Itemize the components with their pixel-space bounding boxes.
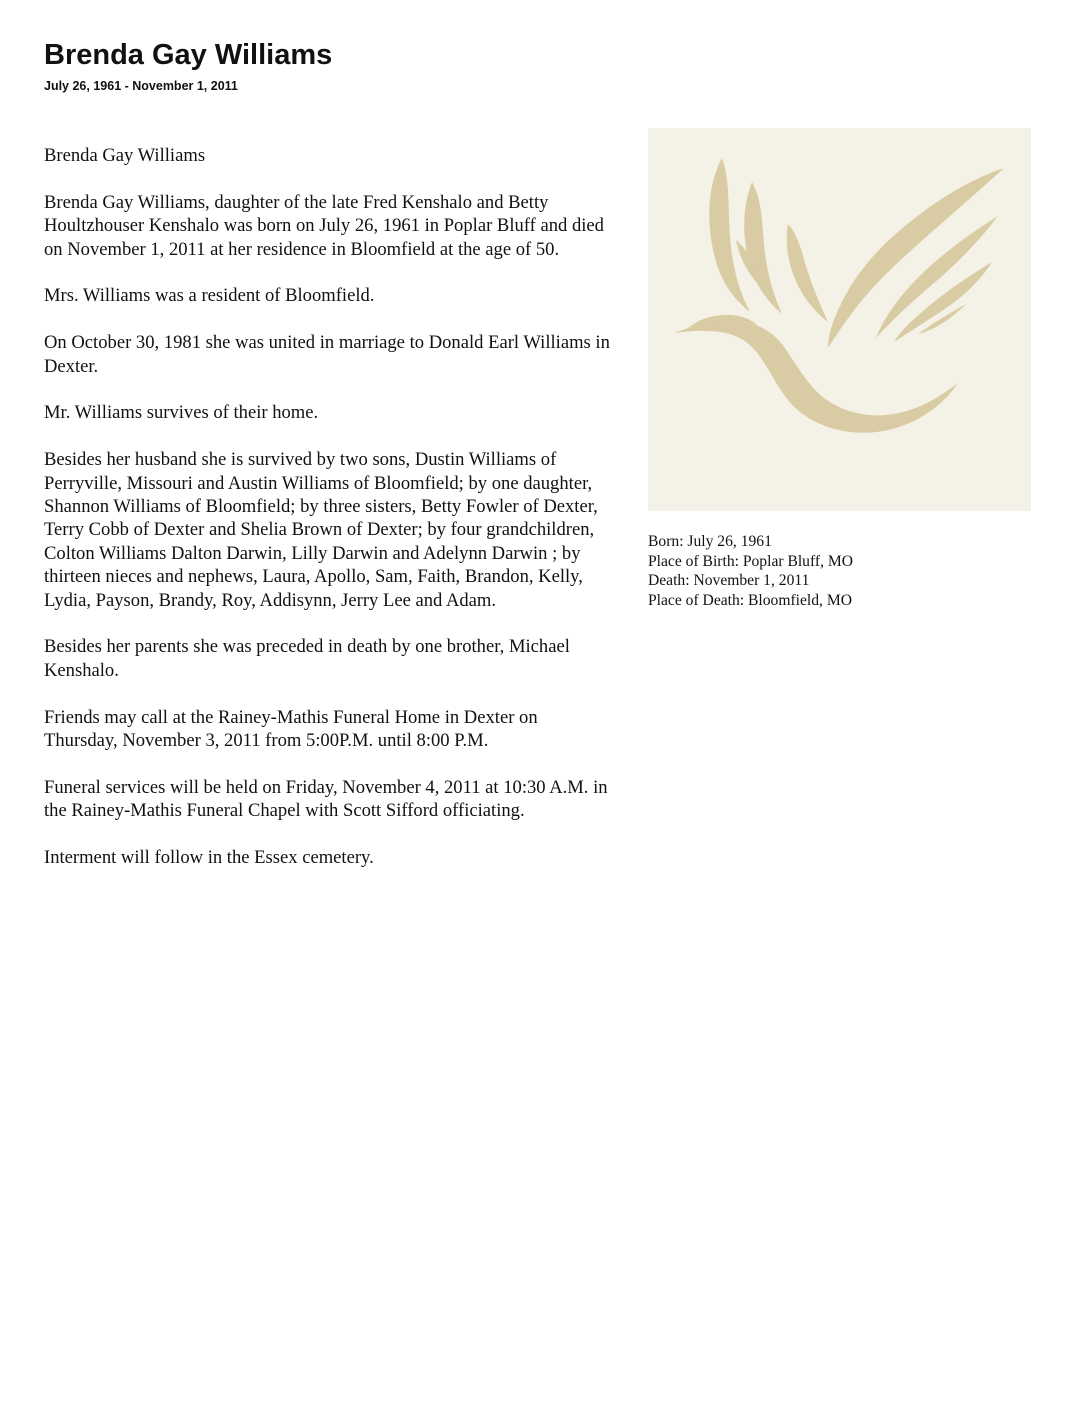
obituary-text	[44, 144, 614, 893]
page-header	[44, 38, 644, 94]
obituary-paragraph: Funeral services will be held on Friday, November 4, 2011 at 10:30 A.M. in the Rainey-Mathis Funeral Chapel with Scott Sifford officiating.	[44, 776, 608, 822]
life-dates: July 26, 1961 - November 1, 2011	[44, 79, 238, 93]
page-title: Brenda Gay Williams	[44, 39, 333, 71]
obituary-paragraph: Mrs. Williams was a resident of Bloomfield.	[44, 285, 375, 307]
born-date: Born: July 26, 1961	[648, 533, 772, 550]
obituary-paragraph: Besides her husband she is survived by two sons, Dustin Williams of Perryville, Missouri and Austin Williams of Bloomfield; by one daughter, Shannon Williams of Bloomfield; by three sisters, Betty Fowler of Dexter, Terry Cobb of Dexter and Shelia Brown of Dexter; by four grandchildren, Colton Williams Dalton Darwin, Lilly Darwin and Adelynn Darwin ; by thirteen nieces and nephews, Laura, Apollo, Sam, Faith, Brandon, Kelly, Lydia, Payson, Brandy, Roy, Addisynn, Jerry Lee and Adam.	[44, 449, 598, 611]
obituary-paragraph: On October 30, 1981 she was united in marriage to Donald Earl Williams in Dexter.	[44, 332, 610, 377]
vital-facts	[648, 532, 1048, 610]
obituary-paragraph: Brenda Gay Williams, daughter of the late Fred Kenshalo and Betty Houltzhouser Kenshalo was born on July 26, 1961 in Poplar Bluff and died on November 1, 2011 at her residence in Bloomfield at the age of 50.	[44, 191, 604, 260]
dove-image	[648, 128, 1031, 511]
obituary-paragraph: Brenda Gay Williams	[44, 145, 206, 166]
obituary-paragraph: Besides her parents she was preceded in death by one brother, Michael Kenshalo.	[44, 636, 570, 681]
place-of-birth: Place of Birth: Poplar Bluff, MO	[648, 552, 854, 570]
dove-icon	[648, 128, 1031, 511]
obituary-paragraph: Mr. Williams survives of their home.	[44, 402, 319, 424]
obituary-paragraph: Friends may call at the Rainey-Mathis Funeral Home in Dexter on Thursday, November 3, 2011 from 5:00P.M. until 8:00 P.M.	[44, 706, 538, 752]
obituary-paragraph: Interment will follow in the Essex cemetery.	[44, 847, 374, 869]
place-of-death: Place of Death: Bloomfield, MO	[648, 591, 852, 609]
death-date: Death: November 1, 2011	[648, 572, 810, 589]
